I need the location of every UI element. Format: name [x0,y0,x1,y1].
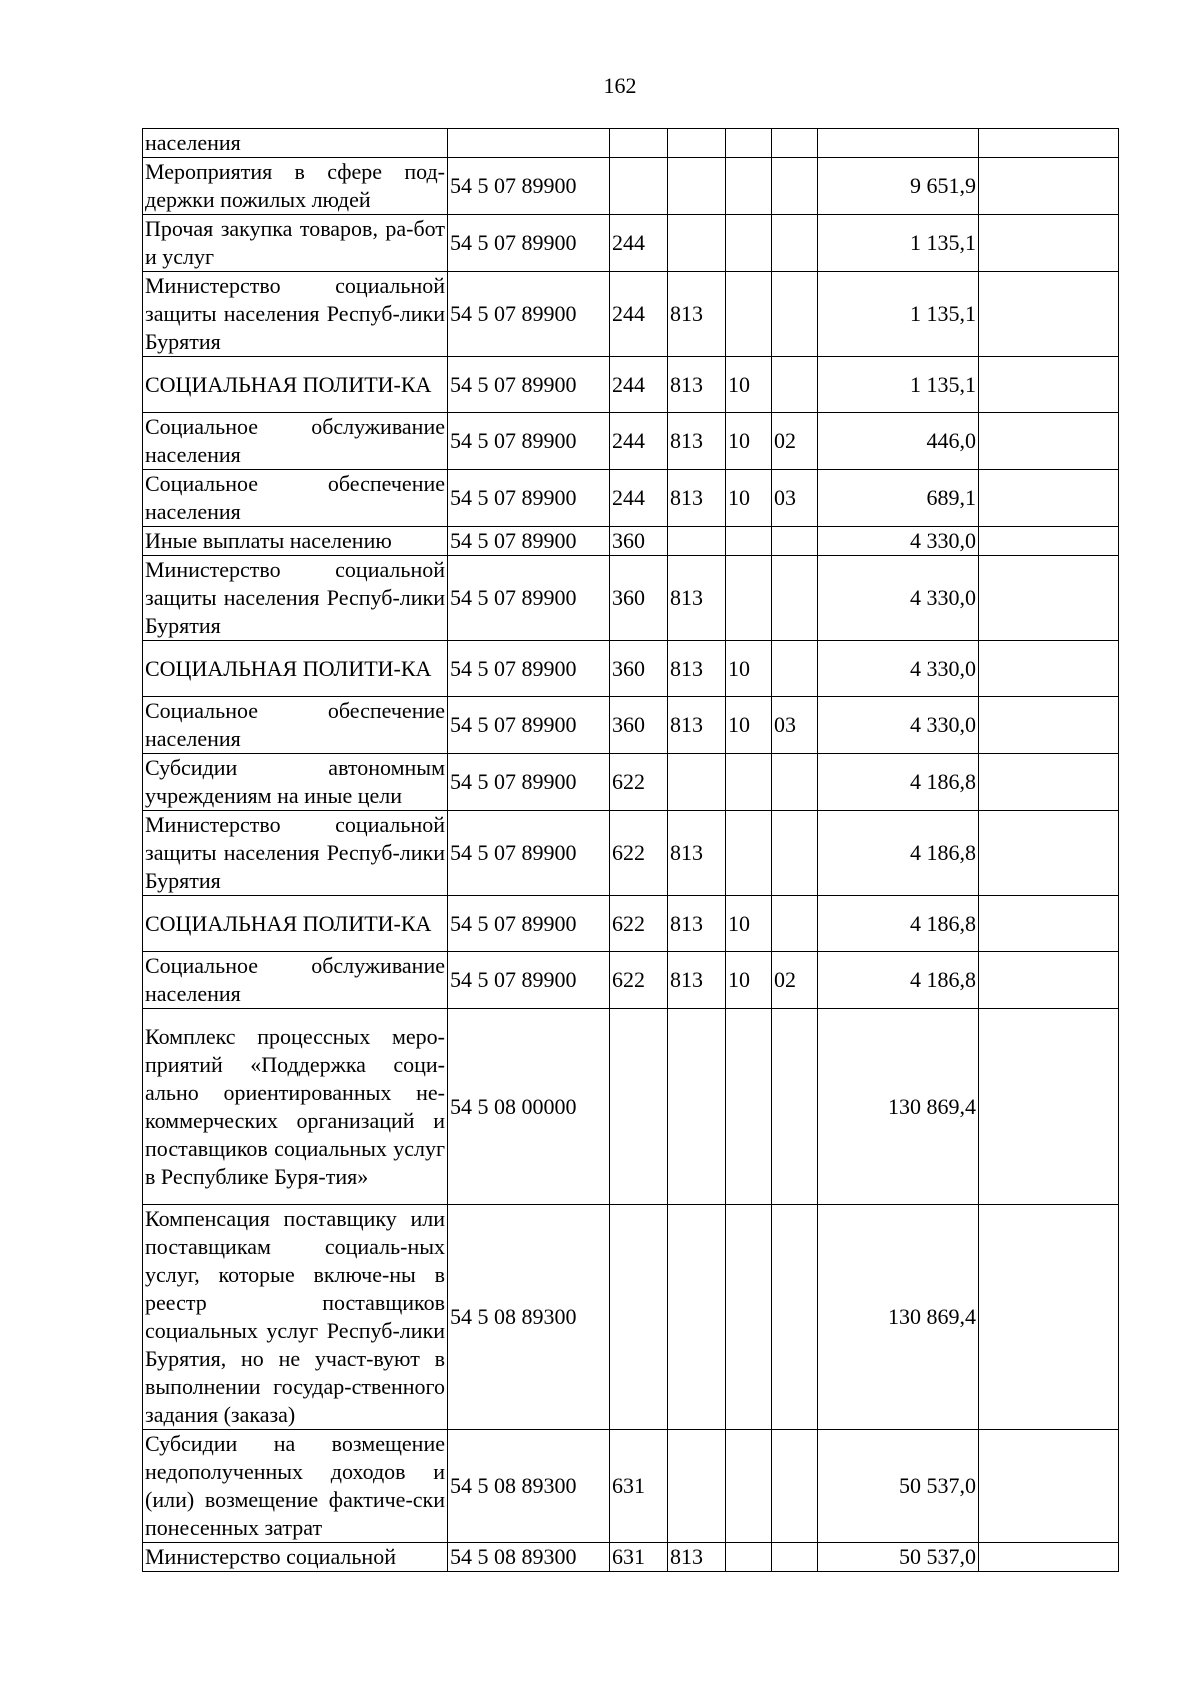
extra-cell [979,272,1119,357]
section-cell [726,527,772,556]
target-code-cell: 54 5 07 89900 [448,470,610,527]
ministry-code-cell: 813 [668,811,726,896]
section-cell: 10 [726,952,772,1009]
amount-cell: 4 186,8 [818,811,979,896]
extra-cell [979,952,1119,1009]
target-code-cell: 54 5 07 89900 [448,896,610,952]
subsection-cell: 02 [772,413,818,470]
amount-cell: 1 135,1 [818,215,979,272]
ministry-code-cell [668,215,726,272]
subsection-cell [772,1543,818,1572]
subsection-cell [772,129,818,158]
subsection-cell: 03 [772,697,818,754]
row-name-cell: Министерство социальной защиты населения Респуб-лики Бурятия [143,811,448,896]
section-cell [726,1009,772,1205]
amount-cell: 50 537,0 [818,1430,979,1543]
table-row [143,811,1119,896]
target-code-cell: 54 5 07 89900 [448,697,610,754]
table-row [143,1205,1119,1430]
extra-cell [979,896,1119,952]
amount-cell: 446,0 [818,413,979,470]
ministry-code-cell: 813 [668,641,726,697]
table-row [143,1430,1119,1543]
expense-type-cell [610,129,668,158]
extra-cell [979,215,1119,272]
ministry-code-cell: 813 [668,272,726,357]
budget-table [142,128,1119,1572]
table-row [143,470,1119,527]
ministry-code-cell: 813 [668,470,726,527]
section-cell [726,754,772,811]
target-code-cell: 54 5 07 89900 [448,754,610,811]
amount-cell: 130 869,4 [818,1205,979,1430]
ministry-code-cell: 813 [668,697,726,754]
table-row [143,527,1119,556]
expense-type-cell: 631 [610,1543,668,1572]
row-name-cell: Министерство социальной защиты населения Респуб-лики Бурятия [143,272,448,357]
ministry-code-cell [668,527,726,556]
row-name-cell: Иные выплаты населению [143,527,448,556]
extra-cell [979,470,1119,527]
section-cell [726,1543,772,1572]
table-row [143,158,1119,215]
ministry-code-cell: 813 [668,556,726,641]
amount-cell: 4 330,0 [818,697,979,754]
expense-type-cell: 360 [610,697,668,754]
subsection-cell [772,811,818,896]
section-cell: 10 [726,413,772,470]
ministry-code-cell [668,129,726,158]
extra-cell [979,641,1119,697]
expense-type-cell: 360 [610,527,668,556]
subsection-cell: 03 [772,470,818,527]
extra-cell [979,527,1119,556]
extra-cell [979,1430,1119,1543]
row-name-cell: Компенсация поставщику или поставщикам социаль-ных услуг, которые включе-ны в реестр поставщиков социальных услуг Респуб-лики Бурятия, но не участ-вуют в выполнении государ-ственного задания (заказа) [143,1205,448,1430]
target-code-cell [448,129,610,158]
section-cell [726,1205,772,1430]
expense-type-cell: 622 [610,811,668,896]
extra-cell [979,556,1119,641]
ministry-code-cell [668,1009,726,1205]
subsection-cell [772,272,818,357]
table-row [143,896,1119,952]
ministry-code-cell [668,1205,726,1430]
ministry-code-cell: 813 [668,1543,726,1572]
table-row [143,697,1119,754]
expense-type-cell: 622 [610,754,668,811]
section-cell: 10 [726,470,772,527]
row-name-cell: Министерство социальной [143,1543,448,1572]
section-cell: 10 [726,697,772,754]
target-code-cell: 54 5 08 89300 [448,1430,610,1543]
amount-cell: 4 330,0 [818,556,979,641]
target-code-cell: 54 5 07 89900 [448,158,610,215]
target-code-cell: 54 5 07 89900 [448,811,610,896]
table-body [143,129,1119,1572]
target-code-cell: 54 5 08 89300 [448,1205,610,1430]
section-cell [726,556,772,641]
row-name-cell: Прочая закупка товаров, ра-бот и услуг [143,215,448,272]
row-name-cell: Социальное обеспечение населения [143,697,448,754]
table-row [143,215,1119,272]
section-cell: 10 [726,896,772,952]
amount-cell: 130 869,4 [818,1009,979,1205]
table-row [143,272,1119,357]
amount-cell: 4 186,8 [818,754,979,811]
row-name-cell: Министерство социальной защиты населения Респуб-лики Бурятия [143,556,448,641]
ministry-code-cell: 813 [668,896,726,952]
subsection-cell [772,1430,818,1543]
subsection-cell [772,215,818,272]
subsection-cell [772,754,818,811]
target-code-cell: 54 5 08 00000 [448,1009,610,1205]
amount-cell: 4 186,8 [818,952,979,1009]
extra-cell [979,129,1119,158]
extra-cell [979,357,1119,413]
expense-type-cell: 244 [610,470,668,527]
expense-type-cell: 244 [610,413,668,470]
table-row [143,413,1119,470]
table-row [143,556,1119,641]
subsection-cell [772,896,818,952]
amount-cell: 1 135,1 [818,272,979,357]
amount-cell: 50 537,0 [818,1543,979,1572]
expense-type-cell: 360 [610,641,668,697]
table-row [143,641,1119,697]
target-code-cell: 54 5 07 89900 [448,215,610,272]
expense-type-cell: 631 [610,1430,668,1543]
table-row [143,129,1119,158]
target-code-cell: 54 5 07 89900 [448,641,610,697]
table-row [143,1543,1119,1572]
target-code-cell: 54 5 07 89900 [448,556,610,641]
row-name-cell: Социальное обслуживание населения [143,952,448,1009]
target-code-cell: 54 5 07 89900 [448,357,610,413]
target-code-cell: 54 5 07 89900 [448,952,610,1009]
target-code-cell: 54 5 07 89900 [448,527,610,556]
row-name-cell: СОЦИАЛЬНАЯ ПОЛИТИ-КА [143,896,448,952]
row-name-cell: Субсидии автономным учреждениям на иные цели [143,754,448,811]
extra-cell [979,754,1119,811]
target-code-cell: 54 5 07 89900 [448,413,610,470]
amount-cell: 4 186,8 [818,896,979,952]
expense-type-cell: 244 [610,272,668,357]
expense-type-cell [610,1205,668,1430]
table-row [143,1009,1119,1205]
expense-type-cell: 622 [610,952,668,1009]
section-cell [726,129,772,158]
extra-cell [979,1543,1119,1572]
ministry-code-cell [668,1430,726,1543]
ministry-code-cell [668,754,726,811]
extra-cell [979,1205,1119,1430]
amount-cell: 9 651,9 [818,158,979,215]
section-cell: 10 [726,357,772,413]
expense-type-cell: 244 [610,215,668,272]
row-name-cell: Субсидии на возмещение недополученных доходов и (или) возмещение фактиче-ски понесенных затрат [143,1430,448,1543]
expense-type-cell [610,1009,668,1205]
amount-cell: 4 330,0 [818,527,979,556]
expense-type-cell: 622 [610,896,668,952]
expense-type-cell: 360 [610,556,668,641]
ministry-code-cell: 813 [668,952,726,1009]
row-name-cell: СОЦИАЛЬНАЯ ПОЛИТИ-КА [143,641,448,697]
section-cell [726,158,772,215]
section-cell [726,811,772,896]
subsection-cell [772,556,818,641]
amount-cell [818,129,979,158]
subsection-cell [772,357,818,413]
table-row [143,754,1119,811]
amount-cell: 689,1 [818,470,979,527]
row-name-cell: Социальное обслуживание населения [143,413,448,470]
subsection-cell [772,1205,818,1430]
amount-cell: 1 135,1 [818,357,979,413]
row-name-cell: Комплекс процессных меро-приятий «Поддержка соци-ально ориентированных не-коммерческих организаций и поставщиков социальных услуг в Республике Буря-тия» [143,1009,448,1205]
section-cell [726,1430,772,1543]
extra-cell [979,811,1119,896]
row-name-cell: СОЦИАЛЬНАЯ ПОЛИТИ-КА [143,357,448,413]
target-code-cell: 54 5 08 89300 [448,1543,610,1572]
subsection-cell: 02 [772,952,818,1009]
subsection-cell [772,527,818,556]
row-name-cell: населения [143,129,448,158]
row-name-cell: Социальное обеспечение населения [143,470,448,527]
expense-type-cell [610,158,668,215]
subsection-cell [772,158,818,215]
row-name-cell: Мероприятия в сфере под-держки пожилых людей [143,158,448,215]
target-code-cell: 54 5 07 89900 [448,272,610,357]
subsection-cell [772,1009,818,1205]
section-cell [726,272,772,357]
section-cell: 10 [726,641,772,697]
extra-cell [979,158,1119,215]
table-row [143,357,1119,413]
extra-cell [979,413,1119,470]
ministry-code-cell [668,158,726,215]
extra-cell [979,697,1119,754]
ministry-code-cell: 813 [668,413,726,470]
amount-cell: 4 330,0 [818,641,979,697]
extra-cell [979,1009,1119,1205]
table-row [143,952,1119,1009]
ministry-code-cell: 813 [668,357,726,413]
section-cell [726,215,772,272]
expense-type-cell: 244 [610,357,668,413]
subsection-cell [772,641,818,697]
page-number: 162 [603,73,637,98]
